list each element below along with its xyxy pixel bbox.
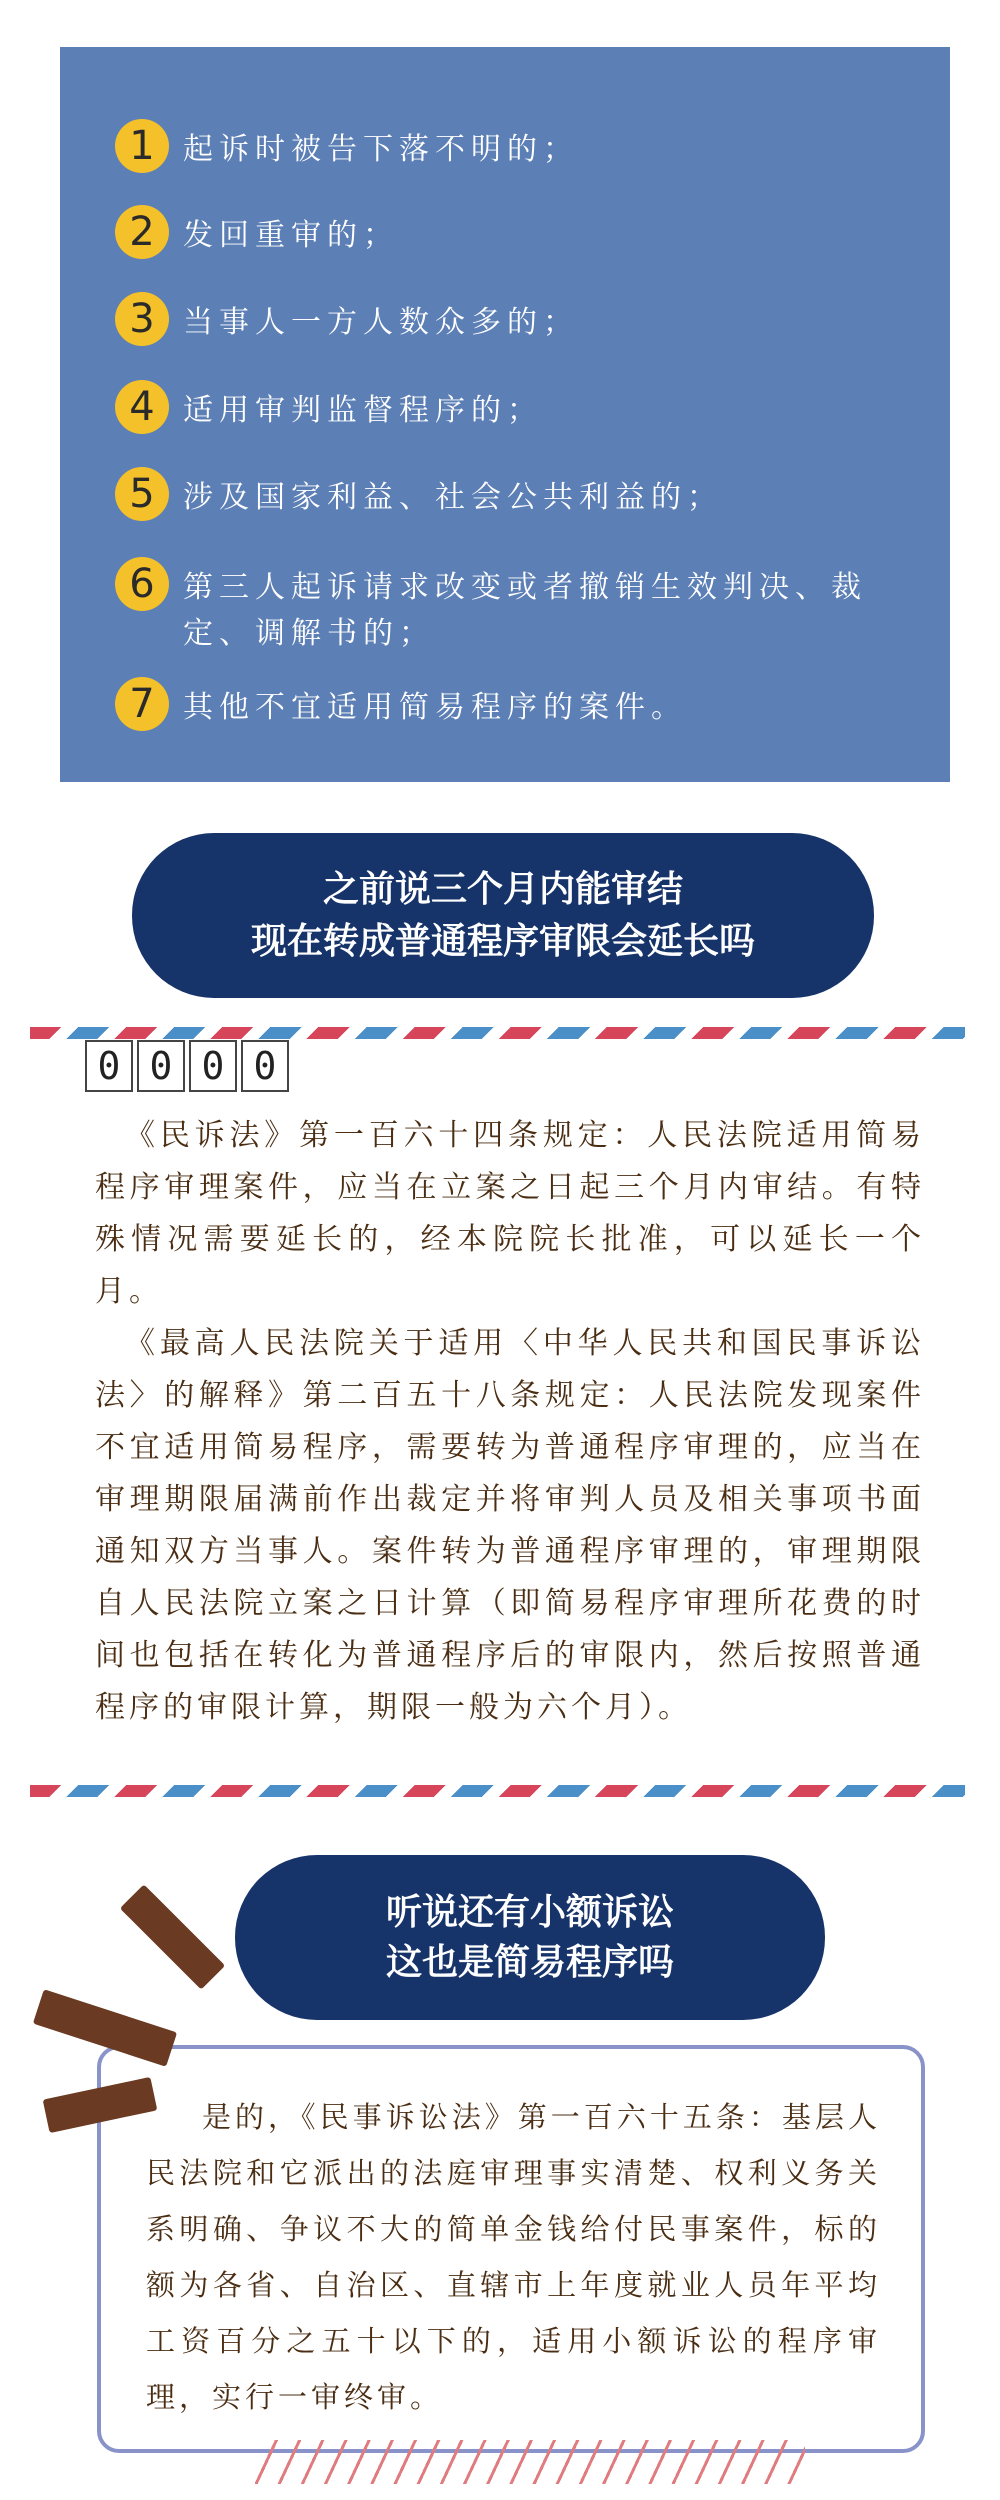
heading-line: 现在转成普通程序审限会延长吗 <box>250 920 755 962</box>
heading-line: 这也是简易程序吗 <box>385 1941 674 1983</box>
number-badge: 3 <box>115 292 169 346</box>
list-item <box>115 119 579 173</box>
list-item-text: 适用审判监督程序的； <box>183 393 543 428</box>
list-item <box>115 292 579 346</box>
list-item-text: 第三人起诉请求改变或者撤销生效判决、裁定、调解书的； <box>183 570 867 651</box>
section-heading <box>235 1855 825 2020</box>
counter-digit: 0 <box>189 1040 237 1092</box>
list-item <box>115 380 543 434</box>
hatch-decoration <box>255 2440 805 2484</box>
number-badge: 6 <box>115 557 169 611</box>
list-item-text: 其他不宜适用简易程序的案件。 <box>183 690 687 725</box>
airmail-stripe <box>30 1785 965 1797</box>
list-item-text: 涉及国家利益、社会公共利益的； <box>183 480 723 515</box>
conditions-panel <box>60 47 950 782</box>
note-text: 是的，《民事诉讼法》第一百六十五条：基层人民法院和它派出的法庭审理事实清楚、权利义务关系明确、争议不大的简单金钱给付民事案件，标的额为各省、自治区、直辖市上年度就业人员年平均工资百分之五十以下的，适用小额诉讼的程序审理，实行一审终审。 <box>146 2100 881 2414</box>
burst-bar-decoration <box>120 1884 225 1989</box>
list-item <box>115 557 883 657</box>
law-paragraph: 《最高人民法院关于适用〈中华人民共和国民事诉讼法〉的解释》第二百五十八条规定：人民法院发现案件不宜适用简易程序，需要转为普通程序审理的，应当在审理期限届满前作出裁定并将审判人员及相关事项书面通知双方当事人。案件转为普通程序审理的，审理期限自人民法院立案之日计算（即简易程序审理所花费的时间也包括在转化为普通程序后的审限内，然后按照普通程序的审限计算，期限一般为六个月）。 <box>95 1326 925 1725</box>
note-box <box>97 2045 925 2453</box>
list-item-text: 当事人一方人数众多的； <box>183 305 579 340</box>
list-item <box>115 205 399 259</box>
counter <box>85 1040 293 1092</box>
counter-digit: 0 <box>137 1040 185 1092</box>
section-heading <box>132 833 874 998</box>
list-item <box>115 467 723 521</box>
heading-line: 之前说三个月内能审结 <box>322 868 683 910</box>
number-badge: 5 <box>115 467 169 521</box>
counter-digit: 0 <box>241 1040 289 1092</box>
number-badge: 7 <box>115 677 169 731</box>
airmail-stripe <box>30 1027 965 1039</box>
law-paragraph: 《民诉法》第一百六十四条规定：人民法院适用简易程序审理案件，应当在立案之日起三个月内审结。有特殊情况需要延长的，经本院院长批准，可以延长一个月。 <box>95 1118 925 1309</box>
number-badge: 2 <box>115 205 169 259</box>
list-item-text: 起诉时被告下落不明的； <box>183 132 579 167</box>
number-badge: 1 <box>115 119 169 173</box>
number-badge: 4 <box>115 380 169 434</box>
list-item <box>115 677 687 731</box>
counter-digit: 0 <box>85 1040 133 1092</box>
heading-line: 听说还有小额诉讼 <box>385 1891 674 1933</box>
law-text <box>95 1110 925 1734</box>
list-item-text: 发回重审的； <box>183 218 399 253</box>
